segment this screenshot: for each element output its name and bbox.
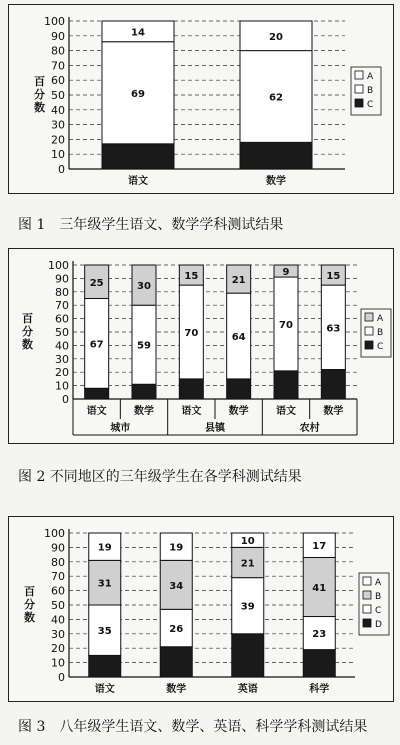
x-category-label: 语文	[181, 406, 202, 417]
data-label: 70	[279, 319, 293, 331]
y-axis-label: 百分数	[20, 312, 34, 352]
x-category-label: 数学	[134, 406, 154, 417]
y-tick-label: 0	[58, 671, 65, 684]
legend-label: D	[375, 620, 382, 630]
bar-segment-c	[227, 379, 251, 399]
y-tick-label: 50	[51, 599, 65, 612]
chart-panel-3	[8, 516, 394, 702]
data-label: 70	[184, 328, 199, 339]
y-tick-label: 80	[51, 44, 65, 58]
legend-swatch-c	[355, 99, 363, 107]
y-tick-label: 40	[55, 339, 69, 353]
y-axis-label: 百分数	[22, 585, 36, 625]
legend-label: B	[377, 328, 384, 338]
chart-2-caption: 图 2 不同地区的三年级学生在各学科测试结果	[18, 469, 302, 485]
bar-segment-d	[303, 650, 335, 677]
y-tick-label: 100	[44, 527, 65, 540]
legend-swatch-b	[355, 85, 363, 93]
y-tick-label: 40	[51, 613, 65, 627]
data-label: 62	[269, 92, 283, 104]
y-tick-label: 80	[55, 285, 69, 299]
y-tick-label: 50	[51, 89, 65, 102]
bar-segment-d	[232, 634, 264, 677]
y-tick-label: 90	[51, 541, 65, 555]
bar-segment-d	[89, 655, 121, 677]
data-label: 15	[184, 271, 199, 283]
legend-swatch-a	[363, 577, 371, 585]
x-category-label: 科学	[309, 684, 330, 695]
x-category-label: 语文	[276, 406, 296, 417]
data-label: 10	[240, 536, 255, 548]
group-label: 农村	[299, 423, 320, 434]
legend-label: A	[377, 314, 384, 324]
y-tick-label: 10	[51, 148, 65, 162]
data-label: 19	[97, 542, 112, 554]
chart-1-caption: 图 1 三年级学生语文、数学学科测试结果	[18, 217, 284, 233]
legend-swatch-a	[365, 313, 373, 321]
data-label: 63	[326, 323, 341, 335]
legend-label: C	[375, 606, 382, 616]
group-label: 城市	[110, 423, 131, 434]
y-axis-label: 百分数	[32, 75, 46, 115]
legend-label: A	[367, 72, 374, 82]
y-tick-label: 80	[51, 555, 65, 569]
data-label: 26	[169, 624, 184, 636]
chart-3	[9, 517, 393, 701]
legend-swatch-c	[365, 341, 373, 349]
bar-segment-c	[132, 384, 156, 399]
legend-swatch-b	[363, 591, 371, 599]
data-label: 9	[282, 267, 290, 279]
y-tick-label: 60	[51, 74, 65, 88]
x-category-label: 数学	[266, 176, 286, 187]
bar-segment-c	[321, 370, 345, 399]
bar-segment-c	[274, 371, 298, 399]
chart-panel-1	[8, 4, 394, 194]
y-tick-label: 40	[51, 103, 65, 117]
y-tick-label: 60	[51, 584, 65, 598]
data-label: 25	[89, 277, 104, 289]
data-label: 67	[89, 339, 104, 351]
data-label: 17	[312, 541, 327, 553]
y-tick-label: 30	[51, 118, 65, 132]
data-label: 59	[137, 340, 151, 352]
y-tick-label: 70	[51, 570, 65, 584]
data-label: 21	[231, 275, 246, 287]
bar-segment-c	[240, 142, 312, 169]
data-label: 39	[240, 601, 255, 613]
legend-label: A	[375, 578, 382, 588]
data-label: 41	[312, 583, 327, 594]
x-category-label: 数学	[166, 684, 187, 695]
y-tick-label: 30	[55, 352, 69, 366]
y-tick-label: 30	[51, 627, 65, 641]
y-tick-label: 90	[51, 29, 65, 43]
y-tick-label: 20	[55, 366, 69, 380]
y-tick-label: 70	[51, 59, 65, 73]
legend-label: B	[375, 592, 382, 602]
y-tick-label: 60	[55, 312, 69, 326]
data-label: 34	[169, 580, 184, 592]
bar-segment-c	[179, 379, 203, 399]
data-label: 30	[137, 281, 151, 293]
data-label: 64	[231, 332, 246, 344]
group-label: 县镇	[205, 423, 225, 434]
data-label: 20	[269, 31, 283, 43]
legend-label: B	[367, 86, 374, 96]
data-label: 14	[131, 27, 145, 39]
y-tick-label: 50	[55, 326, 69, 339]
y-tick-label: 0	[62, 393, 69, 406]
data-label: 35	[97, 626, 112, 638]
bar-segment-c	[85, 388, 109, 399]
data-label: 23	[312, 629, 327, 641]
bar-segment-c	[102, 144, 174, 169]
chart-2	[9, 249, 393, 443]
y-tick-label: 90	[55, 272, 69, 286]
x-category-label: 语文	[86, 406, 107, 417]
legend-swatch-b	[365, 327, 373, 335]
x-category-label: 英语	[237, 684, 258, 695]
legend-swatch-a	[355, 71, 363, 79]
x-category-label: 数学	[228, 406, 249, 417]
chart-panel-2	[8, 248, 394, 444]
x-category-label: 语文	[94, 684, 115, 695]
x-category-label: 数学	[323, 406, 344, 417]
legend-swatch-c	[363, 605, 371, 613]
data-label: 15	[326, 271, 341, 283]
y-tick-label: 10	[55, 379, 69, 393]
data-label: 31	[97, 578, 112, 590]
legend-swatch-d	[363, 619, 371, 627]
y-tick-label: 70	[55, 299, 69, 313]
data-label: 19	[169, 542, 184, 554]
y-tick-label: 0	[58, 163, 65, 176]
x-category-label: 语文	[128, 176, 148, 187]
chart-3-caption: 图 3 八年级学生语文、数学、英语、科学学科测试结果	[18, 719, 368, 735]
y-tick-label: 20	[51, 642, 65, 656]
chart-1	[9, 5, 393, 193]
legend-label: C	[367, 100, 374, 110]
data-label: 69	[131, 88, 145, 100]
y-tick-label: 100	[48, 259, 69, 272]
y-tick-label: 20	[51, 133, 65, 147]
y-tick-label: 10	[51, 656, 65, 670]
legend-label: C	[377, 342, 384, 352]
data-label: 21	[240, 558, 255, 570]
bar-segment-d	[160, 647, 192, 677]
y-tick-label: 100	[44, 15, 65, 28]
